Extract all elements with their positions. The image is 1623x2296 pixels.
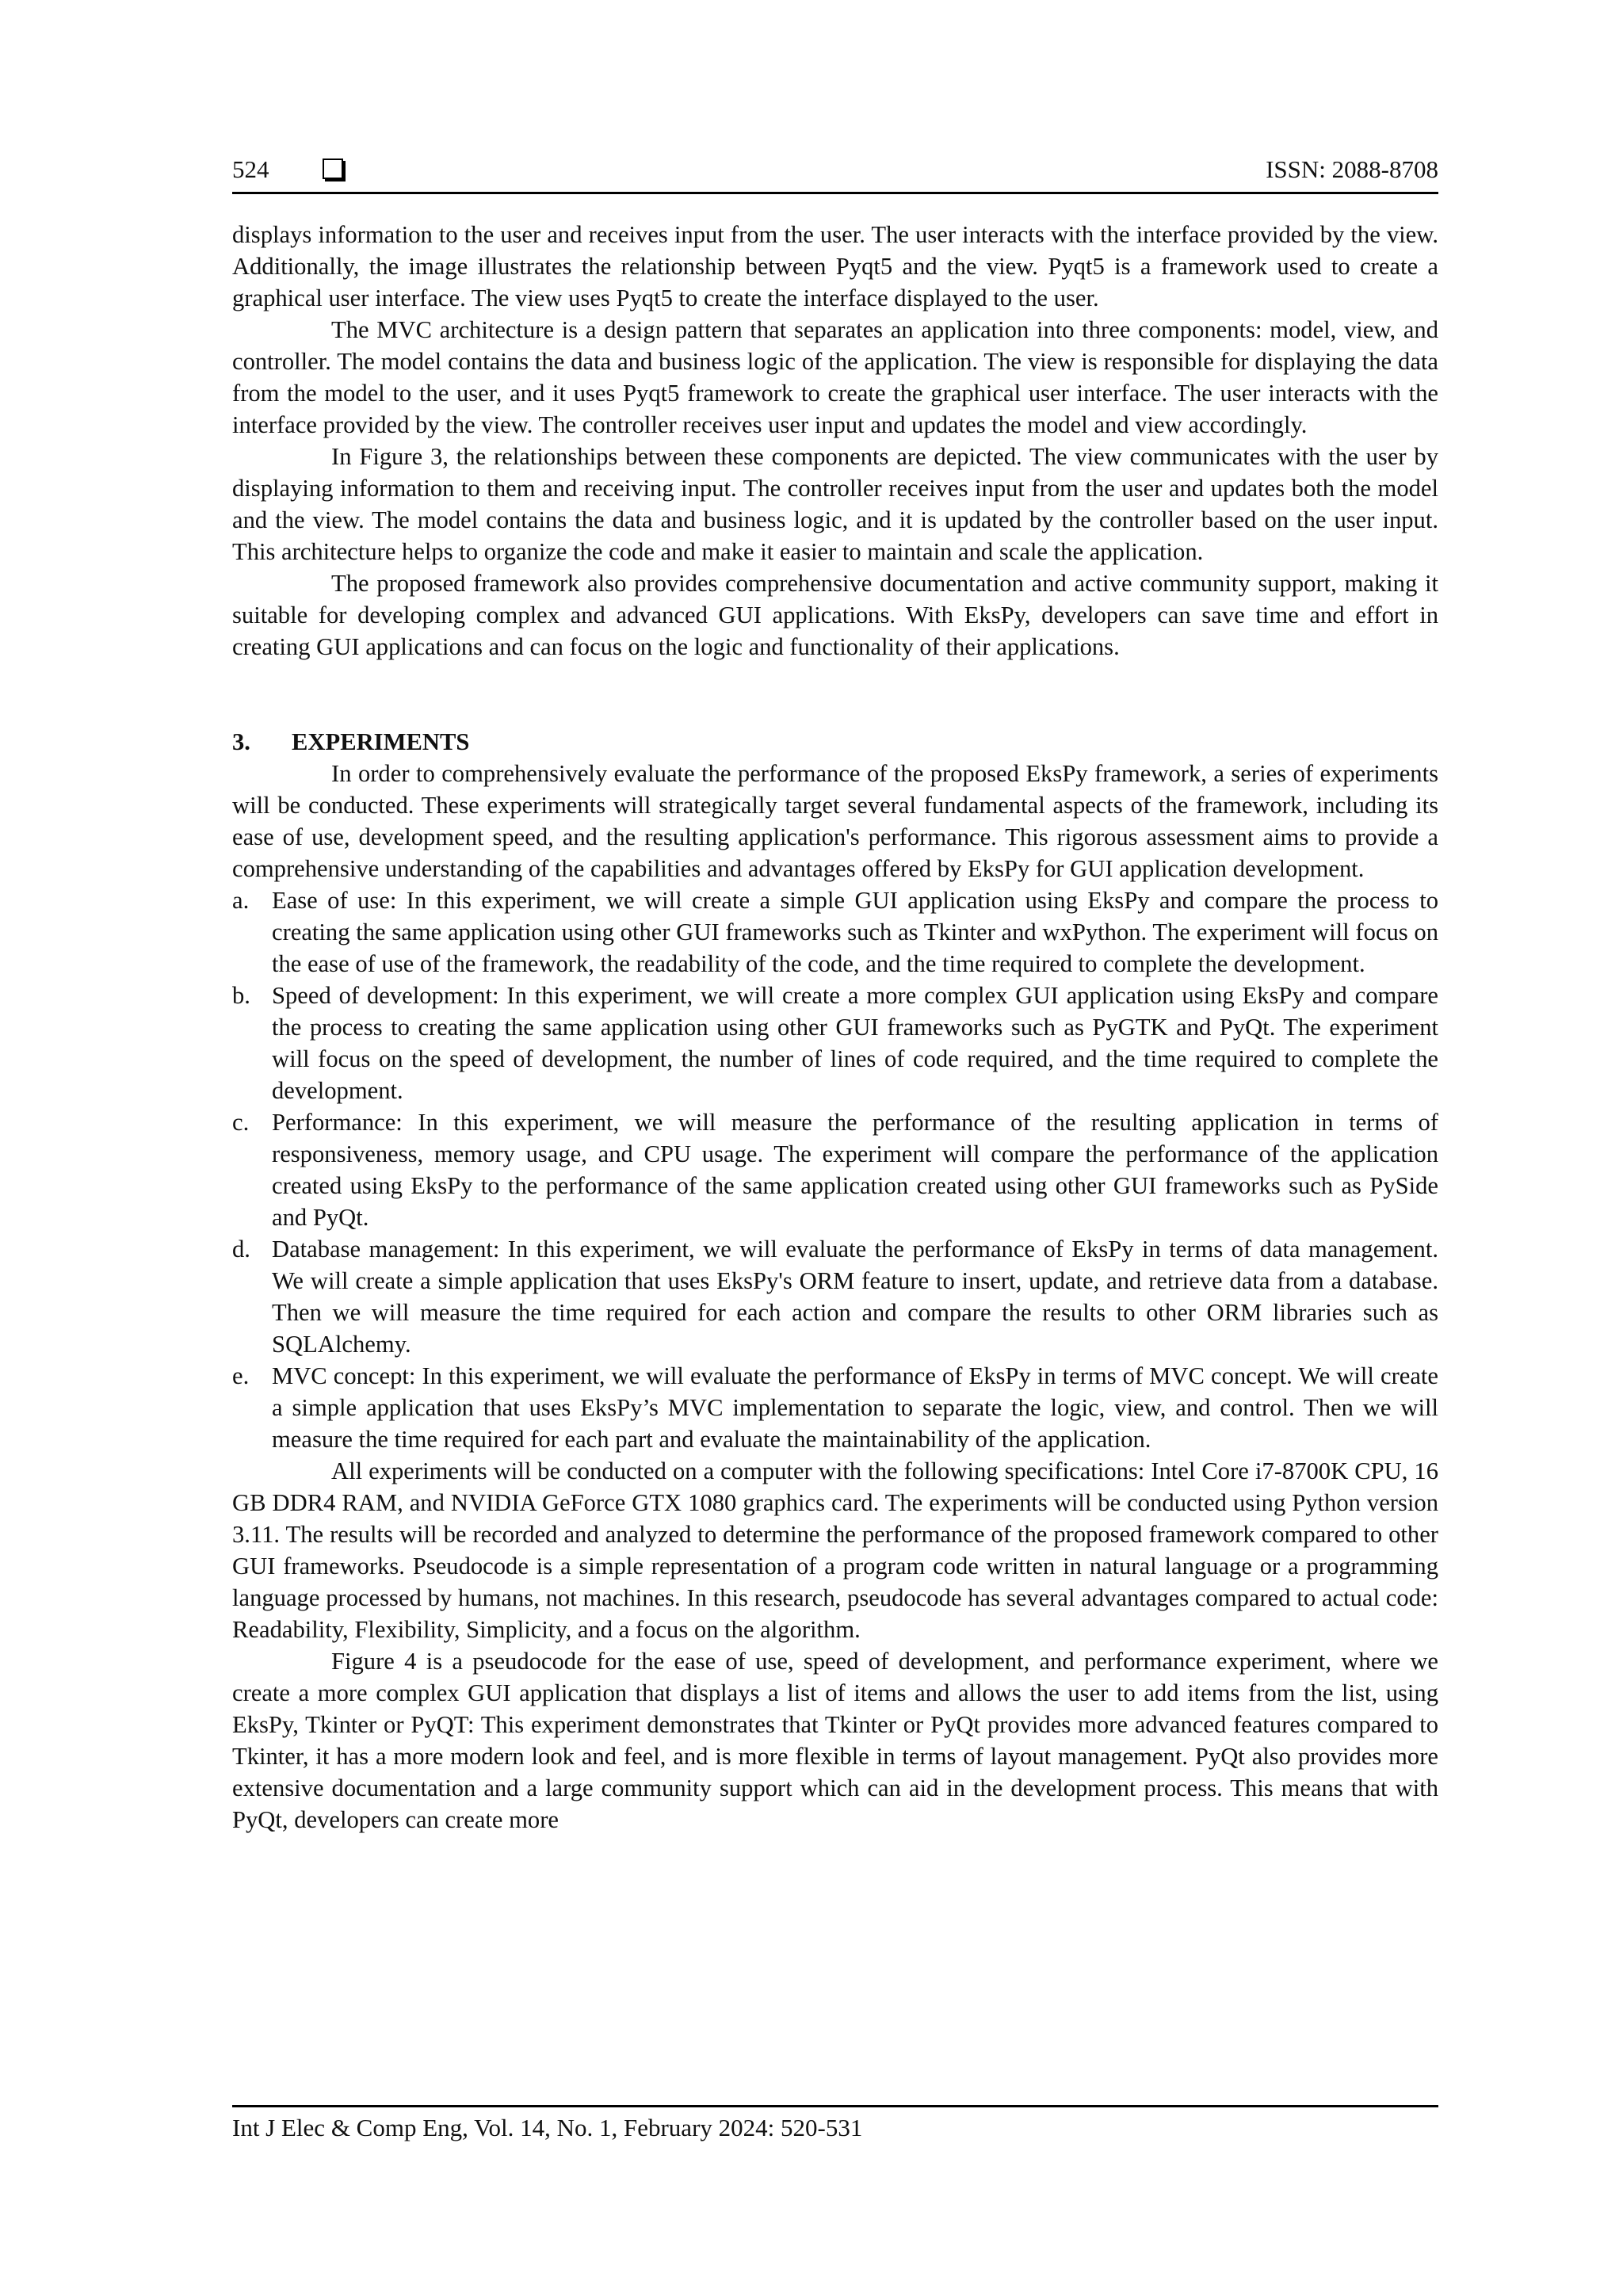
paragraph: displays information to the user and receives input from the user. The user interacts with the interface provided by the view. Additionally, the image illustrates the relationship between Pyqt5 and the view. Pyqt5 is a framework used to create a graphical user interface. The view uses Pyqt5 to create the interface displayed to the user. bbox=[232, 221, 1438, 311]
list-item-text: Speed of development: In this experiment, we will create a more complex GUI application using EksPy and compare the process to creating the same application using other GUI frameworks such as PyGTK and PyQt. The experiment will focus on the speed of development, the number of lines of code required, and the time required to complete the development. bbox=[272, 982, 1438, 1104]
list-item-text: MVC concept: In this experiment, we will evaluate the performance of EksPy in terms of MVC concept. We will create a simple application that uses EksPy’s MVC implementation to separate the logic, view, and control. Then we will measure the time required for each part and evaluate the maintainability of the application. bbox=[272, 1362, 1438, 1453]
page-header bbox=[232, 152, 1438, 194]
list-item bbox=[232, 1233, 1438, 1360]
checkbox-square-icon bbox=[323, 159, 343, 179]
paragraph: The MVC architecture is a design pattern that separates an application into three components: model, view, and controller. The model contains the data and business logic of the application. The view is responsible for displaying the data from the model to the user, and it uses Pyqt5 framework to create the graphical user interface. The user interacts with the interface provided by the view. The controller receives user input and updates the model and view accordingly. bbox=[232, 316, 1438, 438]
list-marker: d. bbox=[232, 1236, 250, 1263]
page-number: 524 bbox=[232, 155, 269, 183]
page-footer bbox=[232, 2105, 1438, 2142]
list-marker: e. bbox=[232, 1362, 250, 1389]
section-title: EXPERIMENTS bbox=[292, 728, 470, 755]
section-number: 3. bbox=[232, 728, 250, 755]
list-marker: a. bbox=[232, 887, 250, 914]
footer-citation: Int J Elec & Comp Eng, Vol. 14, No. 1, February 2024: 520-531 bbox=[232, 2114, 863, 2141]
list-item bbox=[232, 980, 1438, 1106]
paragraph: The proposed framework also provides comprehensive documentation and active community support, making it suitable for developing complex and advanced GUI applications. With EksPy, developers can save time and effort in creating GUI applications and can focus on the logic and functionality of their applications. bbox=[232, 570, 1438, 660]
section-heading bbox=[232, 726, 1438, 758]
page-body bbox=[232, 219, 1438, 1836]
experiment-list bbox=[232, 884, 1438, 1455]
paragraph: In Figure 3, the relationships between these components are depicted. The view communicates with the user by displaying information to them and receiving input. The controller receives input from the user and updates both the model and the view. The model contains the data and business logic, and it is updated by the controller based on the user input. This architecture helps to organize the code and make it easier to maintain and scale the application. bbox=[232, 443, 1438, 565]
list-item-text: Database management: In this experiment, we will evaluate the performance of EksPy in terms of data management. We will create a simple application that uses EksPy's ORM feature to insert, update, and retrieve data from a database. Then we will measure the time required for each action and compare the results to other ORM libraries such as SQLAlchemy. bbox=[272, 1236, 1438, 1358]
list-item bbox=[232, 1360, 1438, 1455]
list-marker: b. bbox=[232, 982, 250, 1009]
paragraph: All experiments will be conducted on a computer with the following specifications: Intel Core i7-8700K CPU, 16 GB DDR4 RAM, and NVIDIA GeForce GTX 1080 graphics card. The experiments will be conducted using Python version 3.11. The results will be recorded and analyzed to determine the performance of the proposed framework compared to other GUI frameworks. Pseudocode is a simple representation of a program code written in natural language or a programming language processed by humans, not machines. In this research, pseudocode has several advantages compared to actual code: Readability, Flexibility, Simplicity, and a focus on the algorithm. bbox=[232, 1457, 1438, 1643]
paragraph: In order to comprehensively evaluate the performance of the proposed EksPy framework, a series of experiments will be conducted. These experiments will strategically target several fundamental aspects of the framework, including its ease of use, development speed, and the resulting application's performance. This rigorous assessment aims to provide a comprehensive understanding of the capabilities and advantages offered by EksPy for GUI application development. bbox=[232, 760, 1438, 882]
list-item bbox=[232, 884, 1438, 980]
issn-label: ISSN: 2088-8708 bbox=[1266, 155, 1438, 183]
paragraph: Figure 4 is a pseudocode for the ease of use, speed of development, and performance experiment, where we create a more complex GUI application that displays a list of items and allows the user to add items from the list, using EksPy, Tkinter or PyQT: This experiment demonstrates that Tkinter or PyQt provides more advanced features compared to Tkinter, it has a more modern look and feel, and is more flexible in terms of layout management. PyQt also provides more extensive documentation and a large community support which can aid in the development process. This means that with PyQt, developers can create more bbox=[232, 1648, 1438, 1833]
list-item-text: Performance: In this experiment, we will measure the performance of the resulting application in terms of responsiveness, memory usage, and CPU usage. The experiment will compare the performance of the application created using EksPy to the performance of the same application created using other GUI frameworks such as PySide and PyQt. bbox=[272, 1109, 1438, 1231]
list-item-text: Ease of use: In this experiment, we will create a simple GUI application using EksPy and compare the process to creating the same application using other GUI frameworks such as Tkinter and wxPython. The experiment will focus on the ease of use of the framework, the readability of the code, and the time required to complete the development. bbox=[272, 887, 1438, 977]
list-marker: c. bbox=[232, 1109, 250, 1136]
list-item bbox=[232, 1106, 1438, 1233]
